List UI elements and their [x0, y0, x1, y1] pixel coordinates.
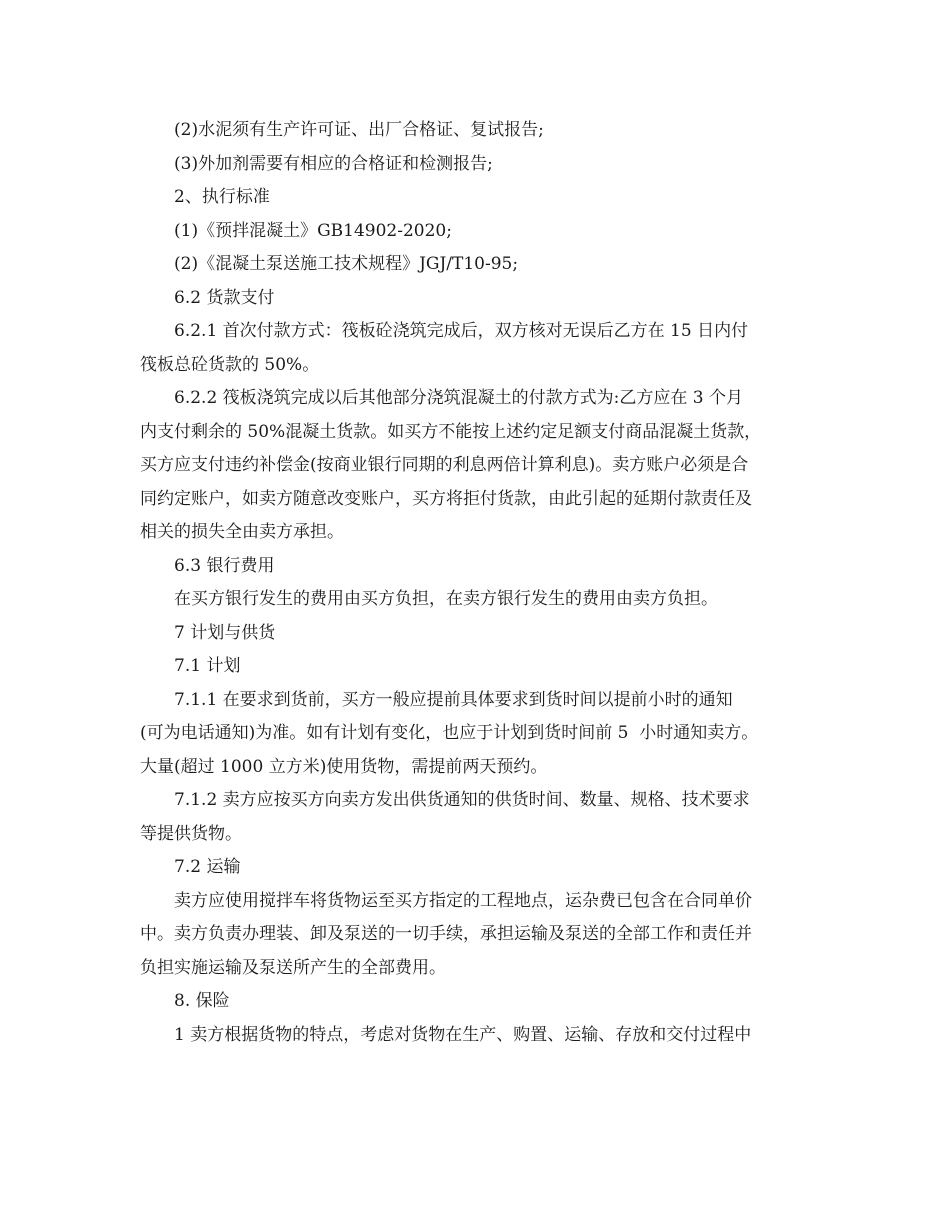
text-line: 7 计划与供货	[174, 622, 276, 643]
text-line: 筏板总砼货款的 50%。	[140, 354, 320, 375]
text-line: 卖方应使用搅拌车将货物运至买方指定的工程地点，运杂费已包含在合同单价	[174, 890, 752, 911]
text-line: 中。卖方负责办理装、卸及泵送的一切手续，承担运输及泵送的全部工作和责任并	[140, 924, 752, 944]
text-line: (1)《预拌混凝土》GB14902-2020;	[174, 220, 452, 241]
text-line: 8. 保险	[174, 991, 230, 1011]
document-body	[140, 114, 820, 1052]
text-line: 6.2.1 首次付款方式：筏板砼浇筑完成后，双方核对无误后乙方在 15 日内付	[174, 321, 749, 341]
text-line: 等提供货物。	[140, 823, 242, 844]
text-line: 7.1.1 在要求到货前，买方一般应提前具体要求到货时间以提前小时的通知	[174, 689, 733, 710]
text-line: 7.2 运输	[174, 857, 241, 877]
text-line: 同约定账户，如卖方随意改变账户，买方将拒付货款，由此引起的延期付款责任及	[140, 488, 752, 509]
text-line: (2)水泥须有生产许可证、出厂合格证、复试报告;	[174, 120, 544, 140]
text-line: (3)外加剂需要有相应的合格证和检测报告;	[174, 153, 493, 174]
text-line: 在买方银行发生的费用由买方负担，在卖方银行发生的费用由卖方负担。	[174, 589, 718, 609]
text-line: 大量(超过 1000 立方米)使用货物，需提前两天预约。	[140, 756, 548, 777]
text-line: (可为电话通知)为准。如有计划有变化，也应于计划到货时间前 5 小时通知卖方。	[140, 723, 759, 743]
text-line: 内支付剩余的 50%混凝土货款。如买方不能按上述约定足额支付商品混凝土货款，	[140, 421, 762, 442]
text-line: (2)《混凝土泵送施工技术规程》JGJ/T10-95;	[174, 254, 519, 274]
text-line: 2、执行标准	[174, 187, 270, 207]
text-line: 1 卖方根据货物的特点，考虑对货物在生产、购置、运输、存放和交付过程中	[174, 1024, 752, 1045]
text-line: 6.2 货款支付	[174, 287, 275, 308]
text-line: 6.3 银行费用	[174, 555, 275, 576]
text-line: 负担实施运输及泵送所产生的全部费用。	[140, 957, 446, 978]
text-line: 相关的损失全由卖方承担。	[140, 522, 344, 542]
text-line: 7.1.2 卖方应按买方向卖方发出供货通知的供货时间、数量、规格、技术要求	[174, 790, 750, 810]
text-line: 7.1 计划	[174, 656, 241, 676]
text-line: 6.2.2 筏板浇筑完成以后其他部分浇筑混凝土的付款方式为:乙方应在 3 个月	[174, 388, 744, 408]
text-line: 买方应支付违约补偿金(按商业银行同期的利息两倍计算利息)。卖方账户必须是合	[140, 455, 749, 475]
